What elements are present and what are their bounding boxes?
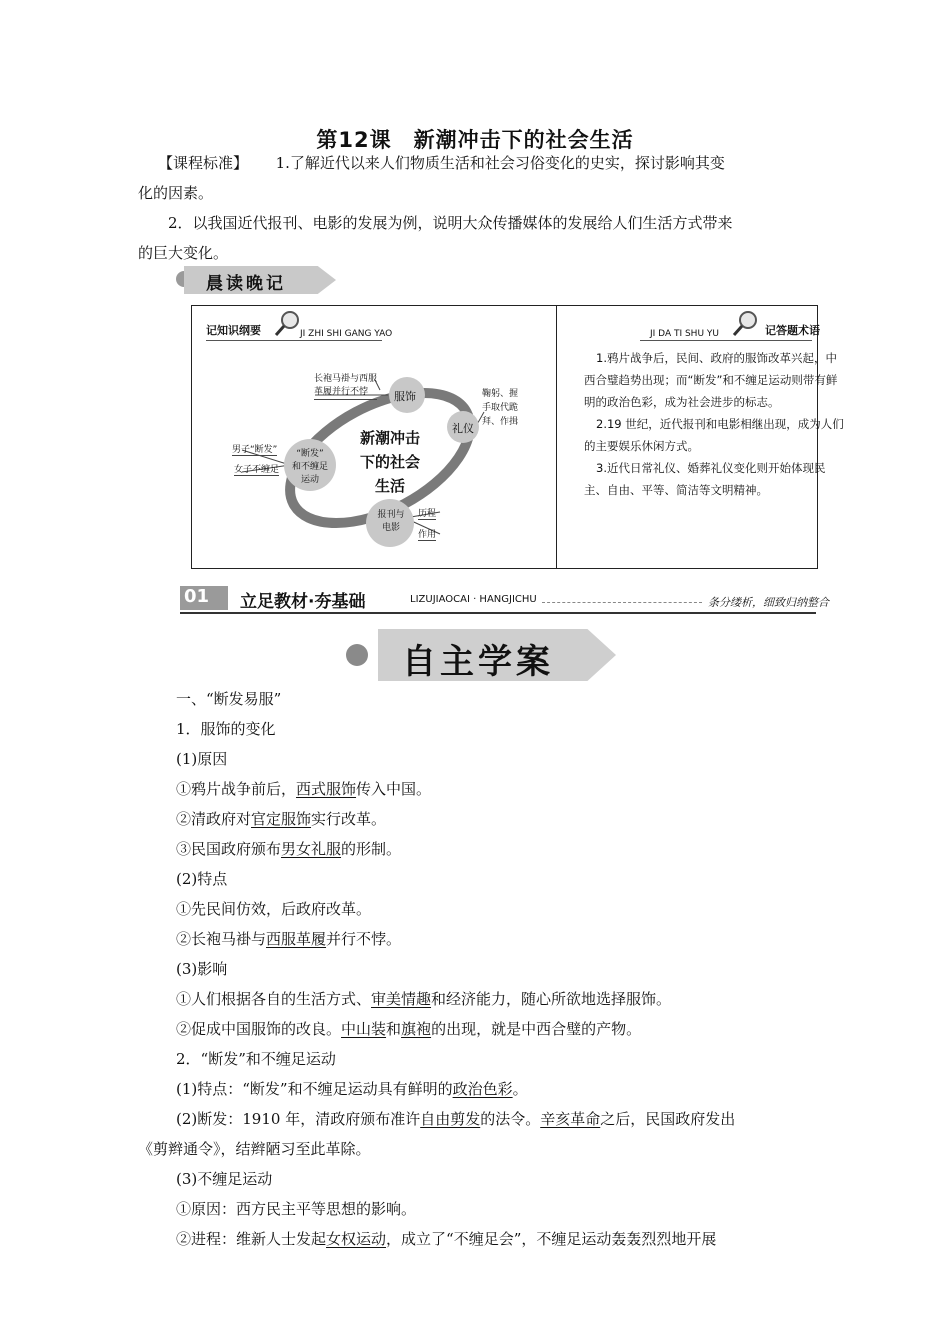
sub-feature: (2)特点 xyxy=(176,870,228,888)
banner-self-study-text: 自主学案 xyxy=(402,642,554,682)
leaf-hair-men: 男子“断发” xyxy=(232,442,277,456)
list-item: ①先民间仿效，后政府改革。 xyxy=(176,900,372,918)
banner2-dot xyxy=(346,644,368,666)
list-item: ②促成中国服饰的改良。中山装和旗袍的出现，就是中西合璧的产物。 xyxy=(176,1020,642,1038)
sub-footbinding: (3)不缠足运动 xyxy=(176,1170,273,1188)
list-item: ②进程：维新人士发起女权运动，成立了“不缠足会”，不缠足运动轰轰烈烈地开展 xyxy=(176,1230,717,1248)
answer-terms-pinyin: JI DA TI SHU YU xyxy=(650,329,719,339)
section-underline xyxy=(180,612,816,614)
leaf-etiquette: 鞠躬、握 手取代跪 拜、作揖 xyxy=(482,389,519,427)
course-standard xyxy=(138,148,818,268)
standard-item1-cont: 化的因素。 xyxy=(138,184,214,202)
list-item: ①人们根据各自的生活方式、审美情趣和经济能力，随心所欲地选择服饰。 xyxy=(176,990,672,1008)
magnifier-icon xyxy=(730,308,760,338)
sub-cause: (1)原因 xyxy=(176,750,228,768)
node-hair: “断发” 和不缠足 运动 xyxy=(291,449,328,485)
list-item: (1)特点：“断发”和不缠足运动具有鲜明的政治色彩。 xyxy=(176,1080,528,1098)
list-item: ①原因：西方民主平等思想的影响。 xyxy=(176,1200,417,1218)
section-title: 立足教材·夯基础 xyxy=(240,592,366,612)
node-clothing: 服饰 xyxy=(394,390,416,403)
right-heading-line xyxy=(640,340,812,341)
knowledge-outline-pinyin: JI ZHI SHI GANG YAO xyxy=(300,329,393,339)
magnifier-icon xyxy=(272,308,302,338)
standard-item1: 1.了解近代以来人们物质生活和社会习俗变化的史实，探讨影响其变 xyxy=(275,154,725,172)
leaf-media-role: 作用 xyxy=(418,527,436,541)
summary-divider xyxy=(556,305,557,569)
list-item: ②清政府对官定服饰实行改革。 xyxy=(176,810,387,828)
section-pinyin: LIZUJIAOCAI · HANGJICHU xyxy=(410,594,537,605)
answer-terms-heading: 记答题术语 xyxy=(765,324,820,337)
section-dash xyxy=(542,602,702,603)
banner-morning-reading-text: 晨读晚记 xyxy=(206,274,286,294)
left-heading-line xyxy=(206,340,382,341)
sub-impact: (3)影响 xyxy=(176,960,228,978)
list-item: ③民国政府颁布男女礼服的形制。 xyxy=(176,840,402,858)
leaf-media-history: 历程 xyxy=(418,506,436,520)
list-item-cont: 《剪辫通令》，结辫陋习至此革除。 xyxy=(138,1140,371,1158)
section-number: 01 xyxy=(184,586,210,607)
list-item: (2)断发：1910 年，清政府颁布准许自由剪发的法令。辛亥革命之后，民国政府发出 xyxy=(176,1110,736,1128)
node-etiquette: 礼仪 xyxy=(452,422,474,435)
answer-terms-text: 1.鸦片战争后，民间、政府的服饰改革兴起，中 西合璧趋势出现；而“断发”和不缠足运动则带有鲜 明的政治色彩，成为社会进步的标志。 2.19 世纪，近代报刊和电影相继出现，成为人们 的主要娱乐休闲方式。 3.近代日常礼仪、婚葬礼仪变化则开始体现民 主、自由、平等、简洁等文明精神。 xyxy=(584,351,844,497)
heading-1-1: 1．服饰的变化 xyxy=(176,720,276,738)
heading-1: 一、“断发易服” xyxy=(176,690,282,708)
node-media: 报刊与 电影 xyxy=(377,510,405,533)
standard-label: 【课程标准】 xyxy=(158,154,249,172)
section-tagline: 条分缕析，细致归纳整合 xyxy=(708,596,829,609)
page-title: 第12课 新潮冲击下的社会生活 xyxy=(316,128,634,152)
leaf-clothing: 长袍马褂与西服 革履并行不悖 xyxy=(314,373,377,400)
standard-item2-cont: 的巨大变化。 xyxy=(138,244,229,262)
heading-1-2: 2．“断发”和不缠足运动 xyxy=(176,1050,336,1068)
list-item: ②长袍马褂与西服革履并行不悖。 xyxy=(176,930,402,948)
leaf-hair-women: 女子不缠足 xyxy=(234,462,279,476)
list-item: ①鸦片战争前后，西式服饰传入中国。 xyxy=(176,780,432,798)
mindmap-center: 新潮冲击 下的社会 生活 xyxy=(359,429,420,495)
standard-item2: 2．以我国近代报刊、电影的发展为例，说明大众传播媒体的发展给人们生活方式带来 xyxy=(168,214,733,232)
main-content xyxy=(138,684,838,1254)
knowledge-outline-heading: 记知识纲要 xyxy=(206,324,261,337)
